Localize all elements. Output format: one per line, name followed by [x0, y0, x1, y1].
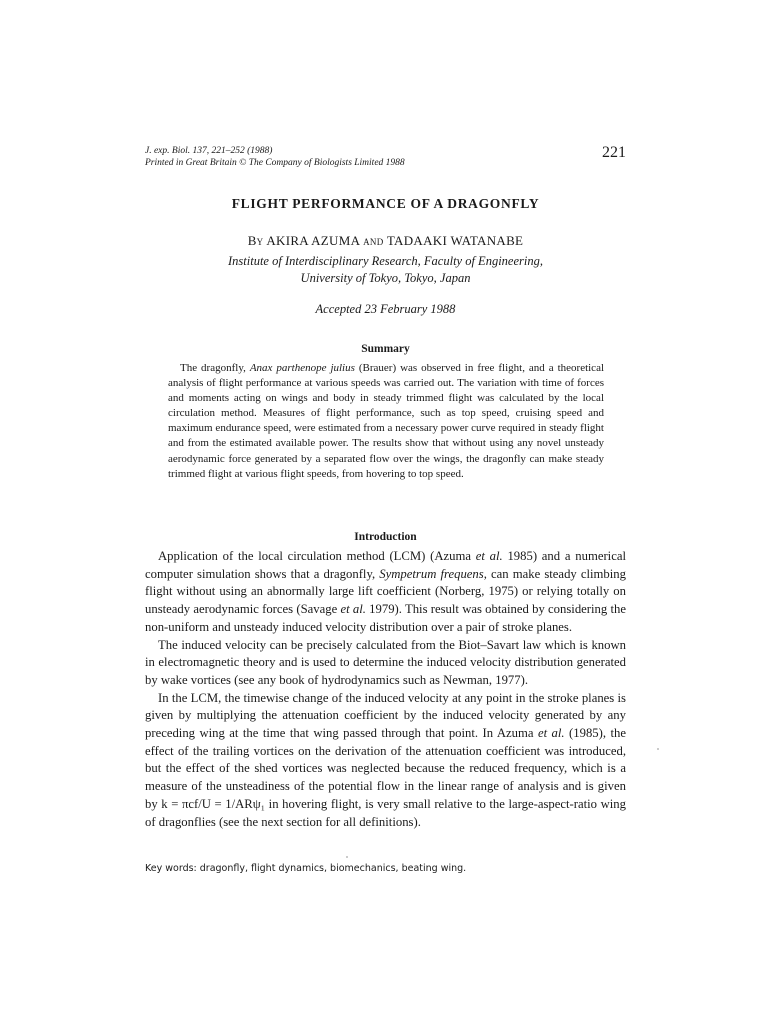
author-byline: [145, 233, 626, 249]
author-2: TADAAKI WATANABE: [386, 233, 524, 248]
species-name: Sympetrum frequens: [379, 566, 484, 581]
scan-speck: [657, 748, 659, 750]
scan-speck: [346, 856, 348, 858]
keywords: Key words: dragonfly, flight dynamics, biomechanics, beating wing.: [145, 863, 467, 874]
page-number: 221: [602, 144, 626, 161]
byline-by: By: [247, 233, 264, 248]
summary-text: [168, 361, 604, 482]
printed-line: Printed in Great Britain © The Company of Biologists Limited 1988: [145, 158, 405, 168]
affiliation-line-2: University of Tokyo, Tokyo, Japan: [300, 271, 471, 285]
journal-citation: [145, 145, 405, 169]
affiliation: [145, 253, 626, 287]
journal-line: J. exp. Biol. 137, 221–252 (1988): [145, 146, 273, 156]
accepted-date: Accepted 23 February 1988: [315, 302, 456, 316]
species-name: Anax parthenope julius: [249, 362, 355, 374]
summary-heading: Summary: [361, 343, 410, 355]
introduction-heading: Introduction: [354, 531, 417, 543]
introduction-text: [145, 548, 626, 831]
intro-paragraph-3: In the LCM, the timewise change of the induced velocity at any point in the stroke planes is given by multiplying the attenuation coefficient by the induced velocity generated by any preceding wing at the time that wing passed through that point. In Azuma et al. (1985), the effect of the trailing vortices on the derivation of the attenuation coefficient was introduced, but the effect of the shed vortices was neglected because the reduced frequency, which is a measure of the unsteadiness of the potential flow in the linear range of analysis and is given by k = πcf/U = 1/ARψ₁ in hovering flight, is very small relative to the large-aspect-ratio wing of dragonflies (see the next section for all definitions).: [145, 690, 626, 829]
affiliation-line-1: Institute of Interdisciplinary Research, Faculty of Engineering,: [228, 254, 543, 268]
byline-and: and: [363, 233, 384, 248]
intro-paragraph-1: Application of the local circulation method (LCM) (Azuma et al. 1985) and a numerical computer simulation shows that a dragonfly, Sympetrum frequens, can make steady climbing flight without using an abnormally large lift coefficient (Norberg, 1975) or relying totally on unsteady aerodynamic forces (Savage et al. 1979). This result was obtained by considering the non-uniform and unsteady induced velocity distribution over a pair of stroke planes.: [145, 549, 626, 634]
author-1: AKIRA AZUMA: [266, 233, 360, 248]
summary-paragraph: The dragonfly, Anax parthenope julius (Brauer) was observed in free flight, and a theoretical analysis of flight performance at various speeds was carried out. The variation with time of forces and moments acting on wings and body in steady trimmed flight was calculated by the local circulation method. Measures of flight performance, such as top speed, cruising speed and maximum endurance speed, were estimated from a necessary power curve required in steady flight and from the estimated available power. The results show that without using any novel unsteady aerodynamic force generated by a separated flow over the wings, the dragonfly can make steady trimmed flight at various flight speeds, from hovering to top speed.: [168, 362, 605, 480]
article-title: FLIGHT PERFORMANCE OF A DRAGONFLY: [231, 196, 540, 211]
intro-paragraph-2: The induced velocity can be precisely calculated from the Biot–Savart law which is known in electromagnetic theory and is used to determine the induced velocity distribution generated by wake vortices (see any book of hydrodynamics such as Newman, 1977).: [145, 637, 626, 687]
